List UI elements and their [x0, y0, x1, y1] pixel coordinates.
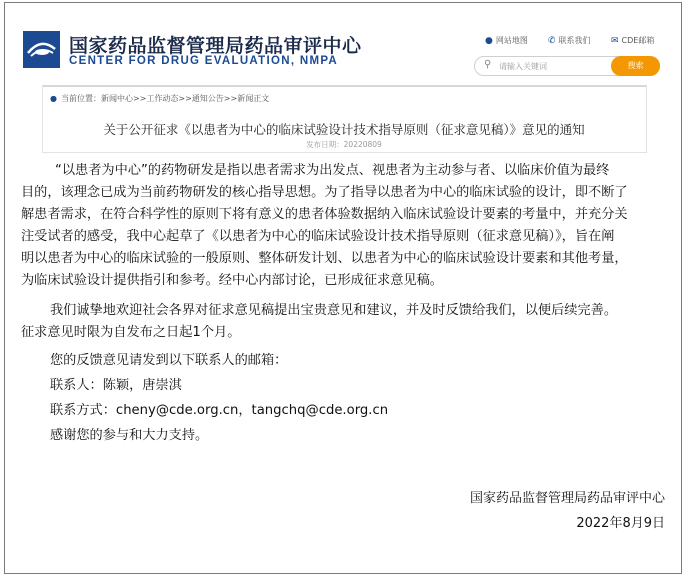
body-line: 解患者需求，在符合科学性的原则下将有意义的患者体验数据纳入临床试验设计要素的考量中，并充分关 [21, 207, 628, 222]
publish-date: 发布日期：20220809 [306, 140, 382, 149]
location-pin-icon: ● [50, 94, 57, 103]
search-placeholder: 请输入关键词 [499, 62, 547, 71]
body-line: “以患者为中心”的药物研发是指以患者需求为出发点、视患者为主动参与者、以临床价值为最终 [55, 163, 610, 178]
mailbox-link[interactable]: ✉ CDE邮箱 [611, 36, 655, 46]
body-line: 您的反馈意见请发到以下联系人的邮箱： [50, 353, 288, 368]
contact-names: 联系人：陈颖，唐崇淇 [50, 378, 182, 393]
contact-link[interactable]: ✆ 联系我们 [548, 36, 591, 46]
site-title-en: CENTER FOR DRUG EVALUATION, NMPA [69, 55, 339, 67]
body-line: 我们诚挚地欢迎社会各界对征求意见稿提出宝贵意见和建议，并及时反馈给我们，以便后续完善。 [50, 303, 618, 318]
phone-icon: ✆ [548, 36, 556, 46]
search-icon: ⚲ [484, 59, 492, 70]
body-line: 为临床试验设计提供指引和参考。经中心内部讨论，已形成征求意见稿。 [21, 273, 443, 288]
cde-logo-icon [23, 31, 60, 68]
body-line: 感谢您的参与和大力支持。 [50, 428, 209, 443]
cde-logo[interactable] [23, 31, 60, 68]
mail-icon: ✉ [611, 36, 619, 46]
signature-date: 2022年8月9日 [576, 516, 665, 531]
body-line: 目的，该理念已成为当前药物研发的核心指导思想。为了指导以患者为中心的临床试验的设计，即不断了 [21, 185, 628, 200]
page-title: 关于公开征求《以患者为中心的临床试验设计技术指导原则（征求意见稿）》意见的通知 [103, 122, 585, 137]
body-line: 征求意见时限为自发布之日起1个月。 [21, 325, 241, 340]
signature-org: 国家药品监督管理局药品审评中心 [469, 491, 665, 506]
contact-emails[interactable]: 联系方式：cheny@cde.org.cn，tangchq@cde.org.cn [50, 403, 389, 418]
search-button[interactable]: 搜索 [611, 56, 660, 76]
body-line: 注受试者的感受，我中心起草了《以患者为中心的临床试验设计技术指导原则（征求意见稿）》，旨在阐 [21, 229, 615, 244]
breadcrumb: ● 当前位置：新闻中心>>工作动态>>通知公告>>新闻正文 [50, 94, 270, 103]
site-title-cn: 国家药品监督管理局药品审评中心 [69, 35, 362, 57]
sitemap-link[interactable]: ● 网站地图 [485, 36, 528, 46]
body-line: 明以患者为中心的临床试验的一般原则、整体研发计划、以患者为中心的临床试验设计要素和其他考量， [21, 251, 628, 266]
location-pin-icon: ● [485, 36, 493, 46]
